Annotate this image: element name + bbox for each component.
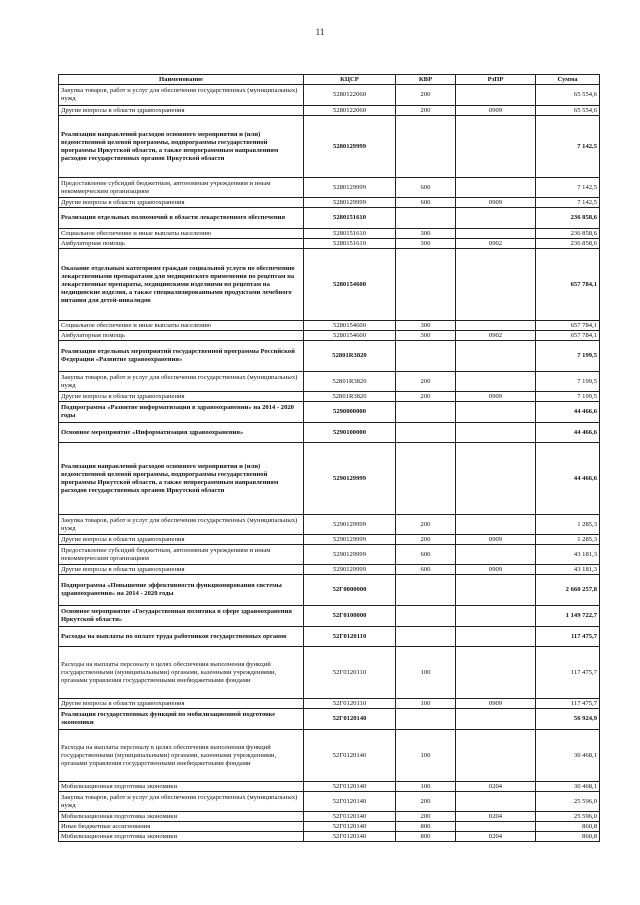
row-kvr: 800 [396,822,456,832]
row-kvr [396,208,456,229]
row-kvr: 100 [396,699,456,709]
row-rzpr: 0204 [456,782,536,792]
row-sum: 7 142,5 [536,178,600,198]
table-row [59,249,600,321]
table-row [59,535,600,545]
row-sum: 65 554,6 [536,106,600,116]
row-name: Мобилизационная подготовка экономики [59,782,304,792]
row-name: Другие вопросы в области здравоохранения [59,565,304,575]
row-kvr: 600 [396,545,456,565]
row-name: Социальное обеспечение и иные выплаты населению [59,321,304,331]
row-kcsr: 5280154600 [304,321,396,331]
row-sum: 1 149 722,7 [536,606,600,627]
row-sum: 117 475,7 [536,699,600,709]
row-name: Другие вопросы в области здравоохранения [59,699,304,709]
row-kcsr: 5280154600 [304,249,396,321]
table-row [59,699,600,709]
row-kcsr: 5280151610 [304,229,396,239]
row-name: Другие вопросы в области здравоохранения [59,106,304,116]
row-sum: 25 596,0 [536,792,600,812]
row-rzpr [456,443,536,515]
row-name: Социальное обеспечение и иные выплаты населению [59,229,304,239]
row-kcsr: 5280122060 [304,106,396,116]
row-kcsr: 5290100000 [304,423,396,443]
row-sum: 7 199,5 [536,341,600,372]
row-name: Основное мероприятие «Государственная политика в сфере здравоохранения Иркутской области» [59,606,304,627]
row-kcsr: 52Г0120140 [304,832,396,842]
row-name: Закупка товаров, работ и услуг для обеспечения государственных (муниципальных) нужд [59,85,304,106]
table-row [59,822,600,832]
row-rzpr: 0204 [456,812,536,822]
row-kvr [396,606,456,627]
row-kcsr: 5280129999 [304,198,396,208]
row-rzpr: 0902 [456,239,536,249]
row-kvr: 600 [396,178,456,198]
row-sum: 44 466,6 [536,402,600,423]
table-row [59,565,600,575]
row-kcsr: 5290129999 [304,535,396,545]
row-sum: 657 784,1 [536,331,600,341]
row-name: Реализация отдельных мероприятий государственной программы Российской Федерации «Развитие здравоохранения» [59,341,304,372]
table-row [59,341,600,372]
table-row [59,443,600,515]
row-kvr: 200 [396,392,456,402]
row-rzpr: 0909 [456,699,536,709]
table-row [59,372,600,392]
row-name: Реализация государственных функций по мобилизационной подготовке экономики [59,709,304,730]
row-kvr: 200 [396,792,456,812]
row-rzpr [456,341,536,372]
row-sum: 1 285,3 [536,535,600,545]
row-name: Амбулаторная помощь [59,331,304,341]
table-row [59,321,600,331]
row-name: Закупка товаров, работ и услуг для обеспечения государственных (муниципальных) нужд [59,792,304,812]
table-row [59,832,600,842]
row-name: Закупка товаров, работ и услуг для обеспечения государственных (муниципальных) нужд [59,515,304,535]
row-sum: 860,8 [536,822,600,832]
row-name: Предоставление субсидий бюджетным, автономным учреждениям и иным некоммерческим организациям [59,178,304,198]
row-kvr: 300 [396,239,456,249]
row-rzpr [456,178,536,198]
row-kvr: 100 [396,647,456,699]
table-row [59,106,600,116]
row-name: Основное мероприятие «Информатизация здравоохранения» [59,423,304,443]
table-row [59,85,600,106]
budget-table [58,74,600,842]
row-kvr [396,627,456,647]
row-name: Амбулаторная помощь [59,239,304,249]
table-row [59,606,600,627]
row-kcsr: 52Г0120140 [304,782,396,792]
row-name: Подпрограмма «Повышение эффективности функционирования системы здравоохранения» на 2014 - 2020 годы [59,575,304,606]
table-row [59,647,600,699]
table-row [59,402,600,423]
row-name: Мобилизационная подготовка экономики [59,812,304,822]
row-sum: 7 199,5 [536,372,600,392]
row-sum: 56 924,9 [536,709,600,730]
row-sum: 236 858,6 [536,208,600,229]
row-kvr: 600 [396,565,456,575]
header-name: Наименование [59,75,304,85]
row-kcsr: 5290129999 [304,545,396,565]
row-kcsr: 52Г0120140 [304,812,396,822]
row-kvr [396,423,456,443]
row-sum: 43 181,3 [536,565,600,575]
row-rzpr [456,545,536,565]
row-rzpr [456,627,536,647]
table-row [59,423,600,443]
table-row [59,515,600,535]
row-sum: 657 784,1 [536,321,600,331]
row-rzpr: 0909 [456,565,536,575]
row-rzpr: 0909 [456,392,536,402]
row-sum: 43 181,3 [536,545,600,565]
row-kcsr: 5280154600 [304,331,396,341]
row-rzpr: 0909 [456,535,536,545]
table-row [59,208,600,229]
row-kcsr: 52Г0120140 [304,709,396,730]
row-kcsr: 5290129999 [304,443,396,515]
row-rzpr [456,606,536,627]
row-kvr [396,402,456,423]
row-rzpr [456,730,536,782]
row-kvr: 100 [396,730,456,782]
row-rzpr [456,423,536,443]
row-rzpr [456,249,536,321]
table-row [59,782,600,792]
row-name: Предоставление субсидий бюджетным, автономным учреждениям и иным некоммерческим организациям [59,545,304,565]
table-row [59,198,600,208]
row-kcsr: 5290129999 [304,565,396,575]
row-rzpr: 0909 [456,198,536,208]
row-rzpr [456,116,536,178]
row-kcsr: 5280122060 [304,85,396,106]
row-rzpr [456,515,536,535]
row-kcsr: 52Г0120110 [304,699,396,709]
table-row [59,792,600,812]
row-name: Оказание отдельным категориям граждан социальной услуги по обеспечению лекарственными препаратами для медицинского применения по рецептам на лекарственные препараты, медицинскими изделиями по рецептам на медицинские изделия, а также специализированными продуктами лечебного питания для детей-инвалидов [59,249,304,321]
row-sum: 657 784,1 [536,249,600,321]
row-name: Расходы на выплаты персоналу в целях обеспечения выполнения функций государственными (муниципальными) органами, казенными учреждениями, органами управления государственными внебюджетными фондами [59,647,304,699]
row-name: Другие вопросы в области здравоохранения [59,198,304,208]
row-rzpr [456,709,536,730]
row-sum: 44 466,6 [536,423,600,443]
row-sum: 236 858,6 [536,239,600,249]
row-sum: 117 475,7 [536,647,600,699]
row-kcsr: 52Г0100000 [304,606,396,627]
row-kcsr: 52801R3820 [304,372,396,392]
row-sum: 30 468,1 [536,730,600,782]
row-rzpr: 0909 [456,106,536,116]
header-rzpr: РзПР [456,75,536,85]
row-rzpr: 0902 [456,331,536,341]
row-rzpr [456,372,536,392]
row-kvr [396,341,456,372]
row-rzpr [456,792,536,812]
row-sum: 1 285,3 [536,515,600,535]
row-sum: 7 142,5 [536,198,600,208]
table-header-row [59,75,600,85]
row-name: Закупка товаров, работ и услуг для обеспечения государственных (муниципальных) нужд [59,372,304,392]
row-kvr: 300 [396,321,456,331]
row-kcsr: 5280151610 [304,239,396,249]
row-sum: 44 466,6 [536,443,600,515]
row-kcsr: 52Г0120110 [304,627,396,647]
row-sum: 117 475,7 [536,627,600,647]
row-kvr [396,116,456,178]
row-name: Другие вопросы в области здравоохранения [59,535,304,545]
row-kvr: 200 [396,515,456,535]
row-sum: 30 468,1 [536,782,600,792]
row-name: Реализация направлений расходов основного мероприятия и (или) ведомственной целевой программы, подпрограммы государственной программы Иркутской области, а также непрограммным направлениям расходов государственных органов Иркутской области [59,443,304,515]
table-row [59,229,600,239]
table-row [59,812,600,822]
row-rzpr [456,208,536,229]
row-name: Подпрограмма «Развитие информатизации в здравоохранении» на 2014 - 2020 годы [59,402,304,423]
header-kvr: КВР [396,75,456,85]
row-sum: 7 199,5 [536,392,600,402]
row-kvr [396,709,456,730]
row-kcsr: 52Г0120110 [304,647,396,699]
row-name: Расходы на выплаты персоналу в целях обеспечения выполнения функций государственными (муниципальными) органами, казенными учреждениями, органами управления государственными внебюджетными фондами [59,730,304,782]
row-kvr: 800 [396,832,456,842]
row-kvr: 200 [396,372,456,392]
row-rzpr [456,402,536,423]
row-kvr: 200 [396,106,456,116]
row-kcsr: 52Г0120140 [304,822,396,832]
row-kcsr: 5280129999 [304,178,396,198]
row-kcsr: 52801R3820 [304,392,396,402]
table-row [59,239,600,249]
table-row [59,392,600,402]
row-name: Расходы на выплаты по оплате труда работников государственных органов [59,627,304,647]
row-kvr: 300 [396,331,456,341]
row-kvr: 600 [396,198,456,208]
row-kcsr: 5290129999 [304,515,396,535]
row-name: Иные бюджетные ассигнования [59,822,304,832]
row-name: Реализация направлений расходов основного мероприятия и (или) ведомственной целевой программы, подпрограммы государственной программы Иркутской области, а также непрограммным направлениям расходов государственных органов Иркутской области [59,116,304,178]
row-kvr: 200 [396,535,456,545]
row-rzpr [456,229,536,239]
table-row [59,116,600,178]
row-sum: 65 554,6 [536,85,600,106]
row-kcsr: 52Г0000000 [304,575,396,606]
row-sum: 25 596,0 [536,812,600,822]
header-sum: Сумма [536,75,600,85]
row-kcsr: 5290000000 [304,402,396,423]
row-kvr [396,575,456,606]
row-kcsr: 52Г0120140 [304,730,396,782]
row-sum: 2 660 257,8 [536,575,600,606]
header-kcsr: КЦСР [304,75,396,85]
row-sum: 7 142,5 [536,116,600,178]
table-row [59,178,600,198]
table-row [59,545,600,565]
row-sum: 236 858,6 [536,229,600,239]
row-kvr: 100 [396,782,456,792]
row-rzpr [456,647,536,699]
row-name: Мобилизационная подготовка экономики [59,832,304,842]
row-rzpr [456,822,536,832]
row-kcsr: 52801R3820 [304,341,396,372]
row-kcsr: 52Г0120140 [304,792,396,812]
page-number: 11 [315,27,325,37]
row-kvr: 300 [396,229,456,239]
row-kcsr: 5280151610 [304,208,396,229]
row-kvr [396,443,456,515]
row-kvr [396,249,456,321]
row-name: Другие вопросы в области здравоохранения [59,392,304,402]
row-kvr: 200 [396,812,456,822]
row-kvr: 200 [396,85,456,106]
row-rzpr [456,575,536,606]
row-rzpr [456,85,536,106]
row-kcsr: 5280129999 [304,116,396,178]
table-row [59,575,600,606]
row-rzpr [456,321,536,331]
table-row [59,730,600,782]
row-sum: 860,8 [536,832,600,842]
table-row [59,331,600,341]
table-row [59,709,600,730]
row-name: Реализация отдельных полномочий в области лекарственного обеспечения [59,208,304,229]
table-row [59,627,600,647]
row-rzpr: 0204 [456,832,536,842]
